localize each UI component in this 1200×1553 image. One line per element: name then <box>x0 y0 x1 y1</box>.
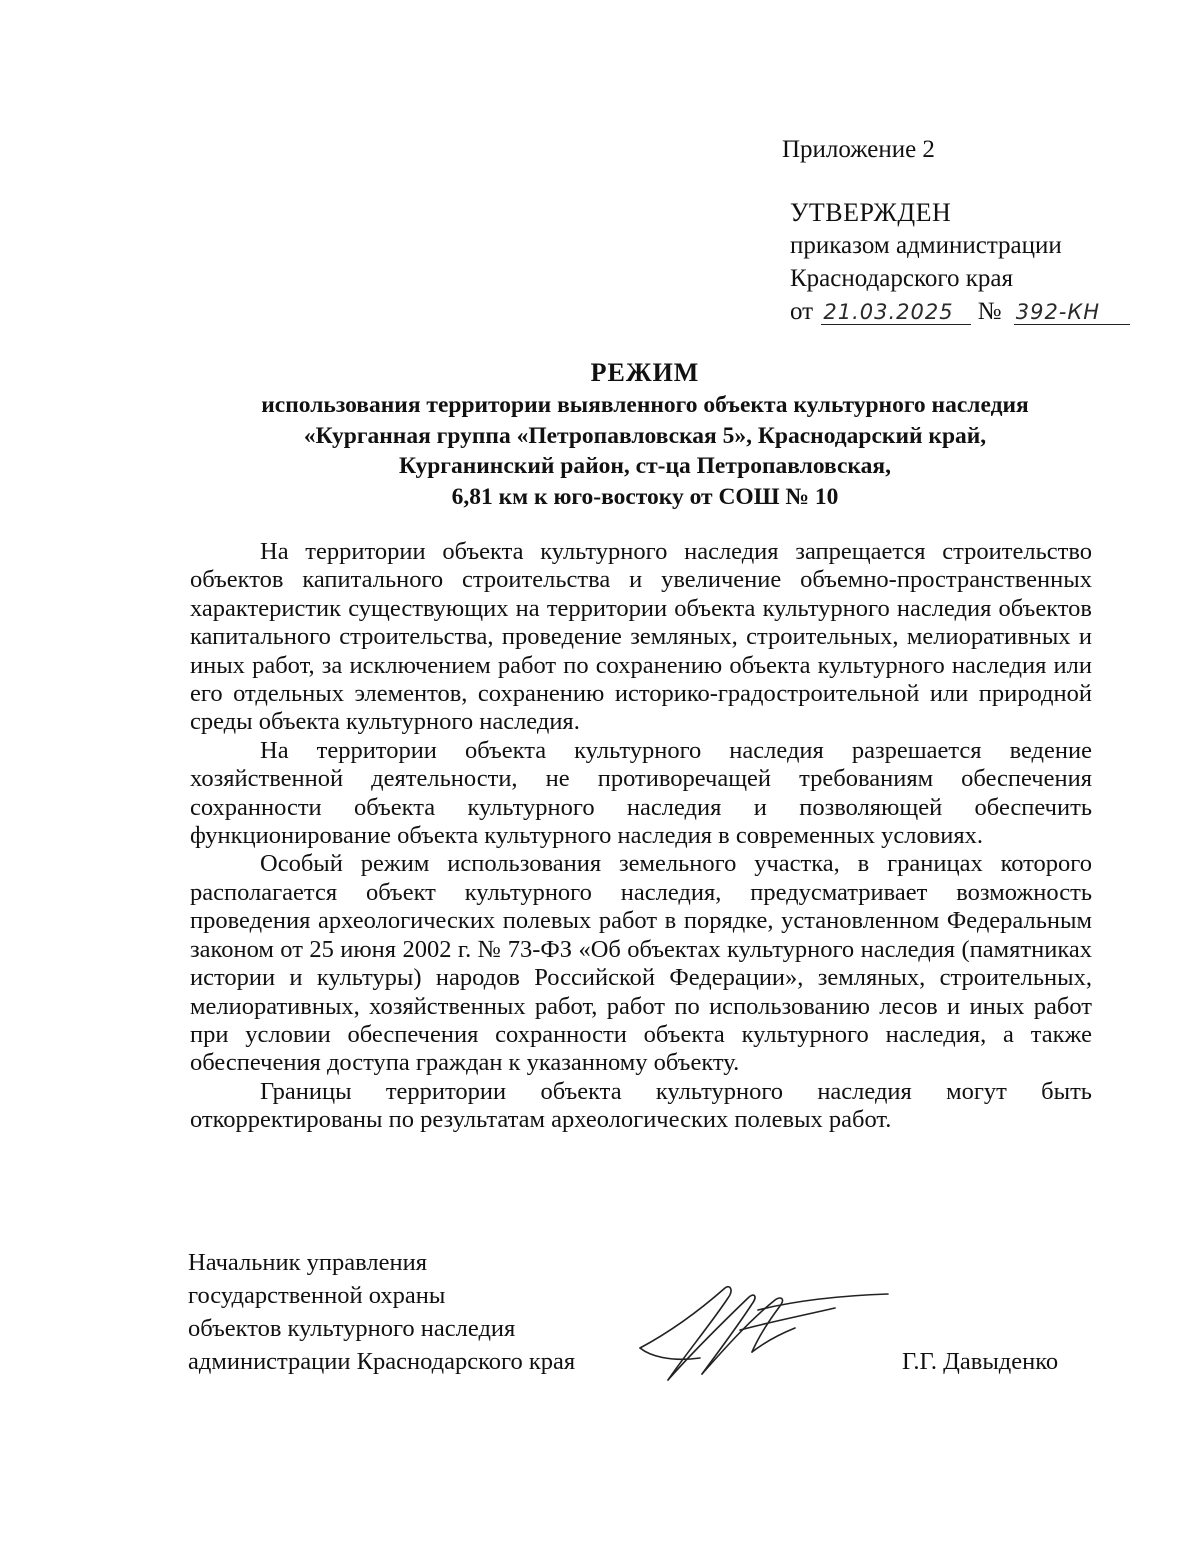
approval-stamp-block <box>790 196 1130 328</box>
title-line-4: 6,81 км к юго-востоку от СОШ № 10 <box>451 483 839 510</box>
position-line-4: администрации Краснодарского края <box>188 1348 576 1375</box>
signatory-name: Г.Г. Давыденко <box>902 1348 1059 1375</box>
document-title <box>150 356 1140 512</box>
order-number-prefix: № <box>977 298 1002 325</box>
title-line-1: использования территории выявленного объекта культурного наследия <box>261 392 1029 418</box>
appendix-label: Приложение 2 <box>782 136 935 163</box>
paragraph-boundaries: Границы территории объекта культурного наследия могут быть откорректированы по результатам археологических полевых работ. <box>190 1077 1092 1134</box>
order-reference <box>790 295 1130 328</box>
title-main: РЕЖИМ <box>590 358 700 387</box>
signatory-position <box>188 1246 575 1378</box>
order-prefix: от <box>790 298 814 325</box>
order-date-handwritten: 21.03.2025 <box>821 300 971 325</box>
paragraph-prohibitions: На территории объекта культурного наследия запрещается строительство объектов капитального строительства и увеличение объемно-пространственных характеристик существующих на территории объекта культурного наследия объектов капитального строительства, проведение земляных, строительных, мелиоративных и иных работ, за исключением работ по сохранению объекта культурного наследия или его отдельных элементов, сохранению историко-градостроительной или природной среды объекта культурного наследия. <box>190 538 1092 736</box>
paragraph-special-regime: Особый режим использования земельного участка, в границах которого располагается объект культурного наследия, предусматривает возможность проведения археологических полевых работ в порядке, установленном Федеральным законом от 25 июня 2002 г. № 73-ФЗ «Об объектах культурного наследия (памятниках истории и культуры) народов Российской Федерации», земляных, строительных, мелиоративных, хозяйственных работ, работ по использованию лесов и иных работ при условии обеспечения сохранности объекта культурного наследия, а также обеспечения доступа граждан к указанному объекту. <box>190 850 1092 1077</box>
position-line-2: государственной охраны <box>188 1282 446 1309</box>
handwritten-signature <box>630 1270 900 1390</box>
title-line-3: Курганинский район, ст-ца Петропавловская, <box>399 453 891 479</box>
paragraph-permissions: На территории объекта культурного наследия разрешается ведение хозяйственной деятельности, не противоречащей требованиям обеспечения сохранности объекта культурного наследия и позволяющей обеспечить функционирование объекта культурного наследия в современных условиях. <box>190 736 1092 850</box>
approved-by-line-2: Краснодарского края <box>790 265 1013 292</box>
position-line-1: Начальник управления <box>188 1249 427 1276</box>
document-body <box>190 538 1092 1135</box>
approved-heading: УТВЕРЖДЕН <box>790 198 952 227</box>
title-line-2: «Курганная группа «Петропавловская 5», Краснодарский край, <box>303 422 987 449</box>
position-line-3: объектов культурного наследия <box>188 1315 516 1342</box>
approved-by-line-1: приказом администрации <box>790 232 1062 259</box>
order-number-handwritten: 392-КН <box>1014 300 1130 325</box>
title-subtitle <box>150 390 1140 512</box>
